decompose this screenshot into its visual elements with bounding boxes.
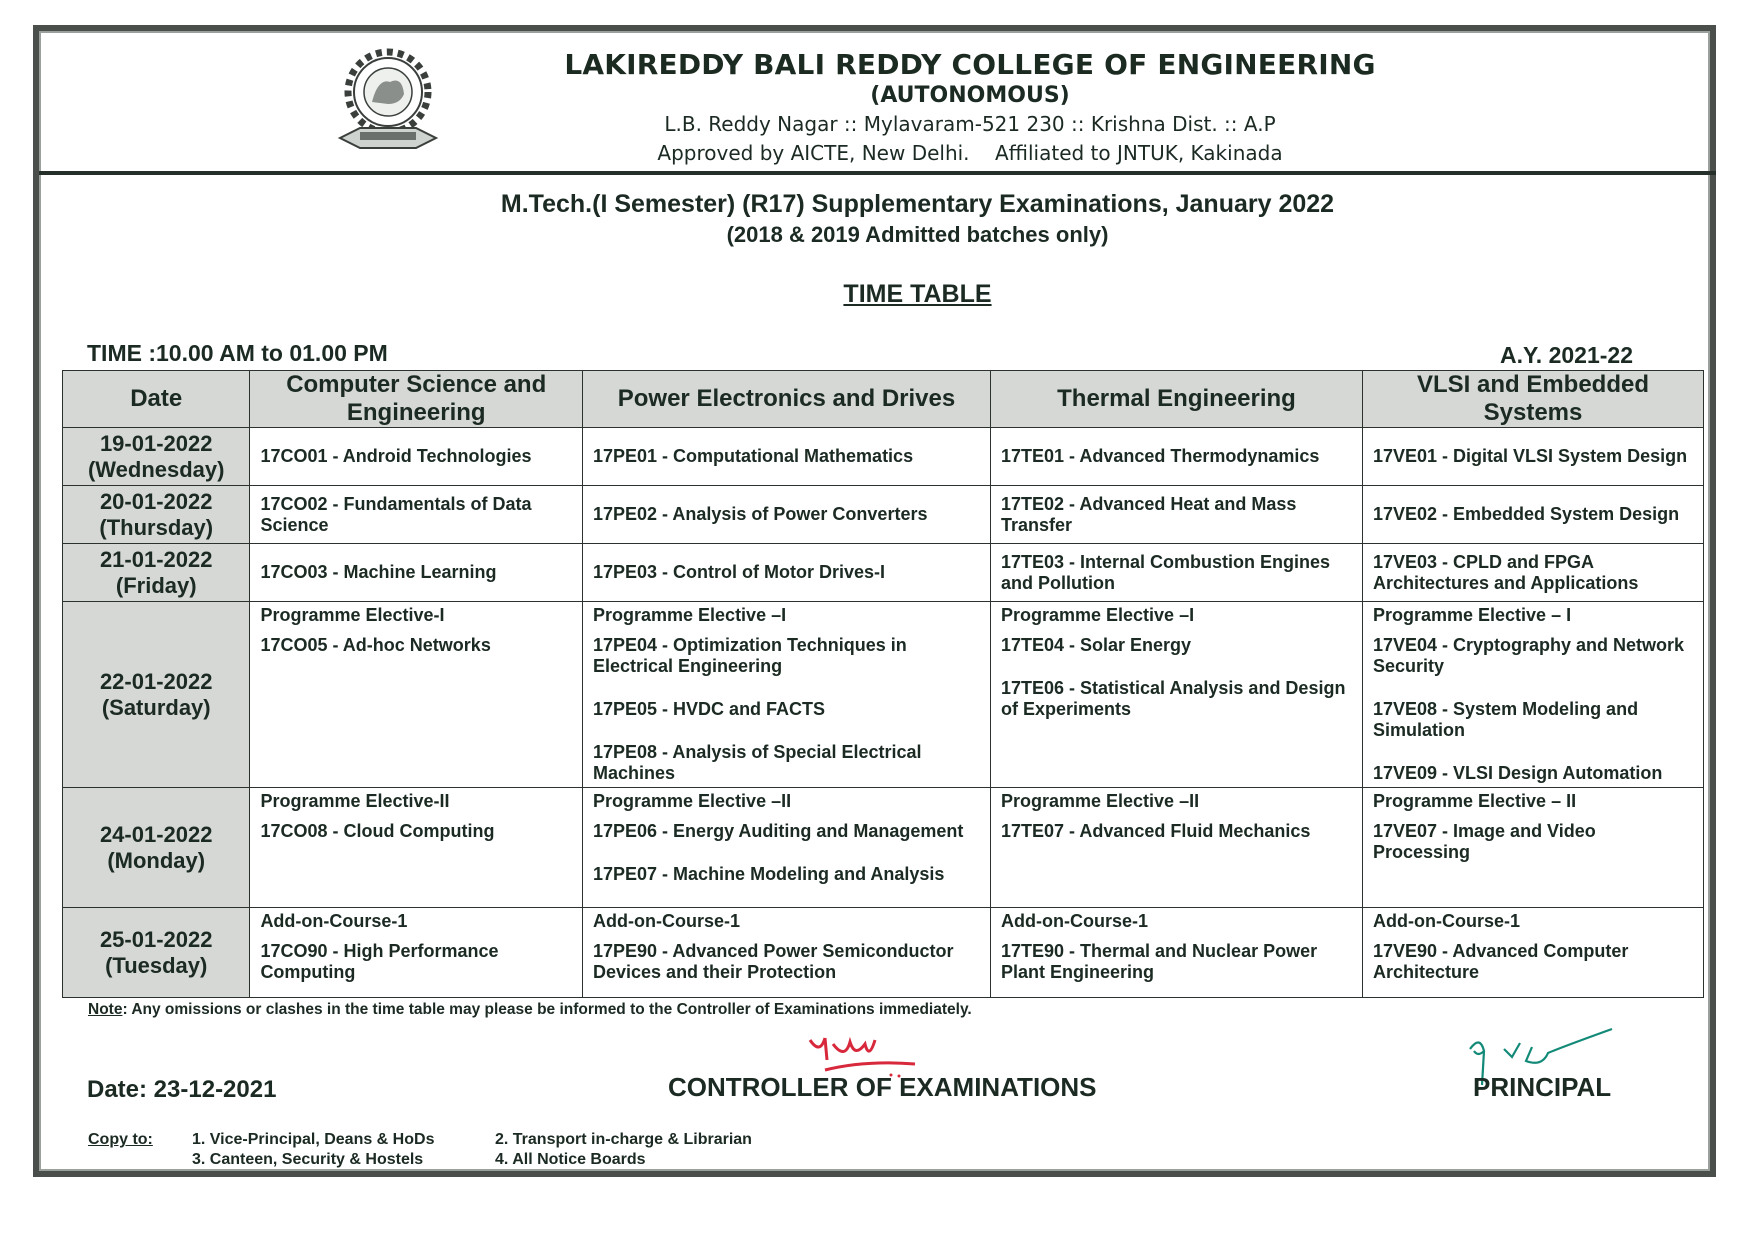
copy-to-item: 1. Vice-Principal, Deans & HoDs — [192, 1131, 435, 1148]
course-entry: 17TE04 - Solar Energy — [1000, 635, 1192, 655]
course-cell — [583, 788, 991, 908]
issue-date: Date: 23-12-2021 — [87, 1076, 277, 1103]
exam-title: M.Tech.(I Semester) (R17) Supplementary Examinations, January 2022 — [500, 190, 1335, 218]
course-entry: 17PE05 - HVDC and FACTS — [593, 699, 826, 719]
elective-group-label: Programme Elective –II — [1000, 791, 1200, 811]
elective-group-label: Programme Elective – I — [1372, 605, 1572, 625]
course-entry: 17VE01 - Digital VLSI System Design — [1372, 446, 1688, 466]
course-entry: 17TE02 - Advanced Heat and Mass Transfer — [1000, 493, 1297, 535]
course-entry: 17VE09 - VLSI Design Automation — [1372, 763, 1663, 783]
college-seal-icon — [330, 42, 446, 160]
course-cell — [250, 788, 583, 908]
course-entry: 17PE01 - Computational Mathematics — [593, 446, 914, 466]
course-cell — [583, 544, 991, 602]
course-cell — [250, 544, 583, 602]
course-cell — [583, 908, 991, 998]
course-entry: 17PE08 - Analysis of Special Electrical Machines — [593, 742, 922, 783]
header-cse: Computer Science and Engineering — [250, 371, 583, 428]
course-entry: 17CO90 - High Performance Computing — [260, 941, 499, 982]
elective-group-label: Programme Elective-II — [260, 791, 450, 811]
course-cell — [250, 486, 583, 544]
exam-day: (Thursday) — [99, 514, 214, 540]
college-status: (AUTONOMOUS) — [870, 83, 1070, 108]
exam-date: 20-01-2022 — [99, 488, 213, 514]
date-cell — [63, 428, 250, 486]
course-cell — [990, 428, 1362, 486]
exam-subtitle: (2018 & 2019 Admitted batches only) — [726, 222, 1109, 247]
course-entry: 17VE02 - Embedded System Design — [1372, 504, 1680, 524]
date-cell — [63, 544, 250, 602]
date-cell — [63, 788, 250, 908]
exam-date: 21-01-2022 — [99, 546, 213, 572]
exam-time: TIME :10.00 AM to 01.00 PM — [87, 340, 388, 366]
exam-day: (Friday) — [115, 572, 197, 598]
course-entry: 17PE04 - Optimization Techniques in Electrical Engineering — [593, 635, 907, 676]
course-entry: 17PE06 - Energy Auditing and Management — [593, 821, 964, 841]
table-row — [63, 908, 1704, 998]
course-entry: 17PE90 - Advanced Power Semiconductor Devices and their Protection — [593, 941, 954, 982]
copy-to-item: 2. Transport in-charge & Librarian — [495, 1131, 752, 1148]
table-row — [63, 428, 1704, 486]
table-row — [63, 544, 1704, 602]
elective-group-label: Add-on-Course-1 — [1372, 911, 1520, 931]
exam-day: (Monday) — [107, 847, 206, 873]
college-header — [470, 48, 1470, 166]
elective-group-label: Programme Elective – II — [1372, 791, 1577, 811]
elective-group-label: Programme Elective –I — [593, 605, 787, 625]
header-vlsi: VLSI and Embedded Systems — [1362, 371, 1703, 428]
course-cell — [990, 602, 1362, 788]
elective-group-label: Programme Elective –II — [593, 791, 792, 811]
course-entry: 17PE03 - Control of Motor Drives-I — [593, 562, 886, 582]
college-address: L.B. Reddy Nagar :: Mylavaram-521 230 :: Krishna Dist. :: A.P — [664, 112, 1276, 136]
course-cell — [990, 544, 1362, 602]
course-cell — [250, 428, 583, 486]
course-entry: 17CO01 - Android Technologies — [260, 446, 532, 466]
course-cell — [250, 908, 583, 998]
course-entry: 17TE06 - Statistical Analysis and Design of Experiments — [1000, 678, 1346, 719]
copy-to-label: Copy to: — [88, 1131, 153, 1148]
college-name: LAKIREDDY BALI REDDY COLLEGE OF ENGINEERING — [564, 48, 1376, 81]
course-entry: 17VE07 - Image and Video Processing — [1372, 821, 1596, 862]
exam-date: 25-01-2022 — [99, 926, 213, 952]
course-entry: 17VE90 - Advanced Computer Architecture — [1372, 941, 1629, 982]
course-entry: 17CO03 - Machine Learning — [260, 562, 497, 582]
controller-title: CONTROLLER OF EXAMINATIONS — [668, 1072, 1097, 1102]
table-header-row — [63, 371, 1704, 428]
course-cell — [990, 908, 1362, 998]
course-cell — [583, 486, 991, 544]
course-cell — [1362, 908, 1703, 998]
course-cell — [1362, 544, 1703, 602]
date-cell — [63, 908, 250, 998]
elective-group-label: Programme Elective-I — [260, 605, 445, 625]
date-cell — [63, 602, 250, 788]
note-label: Note — [88, 1001, 123, 1018]
course-cell — [583, 602, 991, 788]
exam-day: (Wednesday) — [87, 456, 225, 482]
course-entry: 17VE04 - Cryptography and Network Security — [1372, 635, 1685, 676]
exam-day: (Tuesday) — [105, 952, 208, 978]
course-entry: 17TE01 - Advanced Thermodynamics — [1000, 446, 1320, 466]
course-cell — [1362, 428, 1703, 486]
course-entry: 17TE03 - Internal Combustion Engines and Pollution — [1000, 551, 1331, 593]
exam-day: (Saturday) — [101, 694, 211, 720]
course-cell — [1362, 788, 1703, 908]
header-date: Date — [63, 371, 250, 428]
elective-group-label: Add-on-Course-1 — [593, 911, 740, 931]
course-cell — [990, 486, 1362, 544]
course-entry: 17TE07 - Advanced Fluid Mechanics — [1000, 821, 1311, 841]
copy-to-item: 3. Canteen, Security & Hostels — [192, 1151, 424, 1168]
note-text: : Any omissions or clashes in the time table may please be informed to the Controller of Examinations immediately. — [122, 1001, 972, 1018]
course-entry: 17PE07 - Machine Modeling and Analysis — [593, 864, 945, 884]
table-row — [63, 788, 1704, 908]
elective-group-label: Add-on-Course-1 — [1000, 911, 1148, 931]
header-ped: Power Electronics and Drives — [583, 371, 991, 428]
course-entry: 17VE03 - CPLD and FPGA Architectures and Applications — [1372, 551, 1639, 593]
exam-date: 19-01-2022 — [99, 430, 213, 456]
note — [88, 1001, 972, 1019]
course-cell — [990, 788, 1362, 908]
exam-date: 24-01-2022 — [99, 821, 213, 847]
course-entry: 17TE90 - Thermal and Nuclear Power Plant Engineering — [1000, 941, 1318, 982]
timetable — [62, 370, 1704, 998]
course-entry: 17CO05 - Ad-hoc Networks — [260, 635, 491, 655]
header-divider — [39, 171, 1716, 175]
course-entry: 17VE08 - System Modeling and Simulation — [1372, 699, 1639, 740]
course-entry: 17PE02 - Analysis of Power Converters — [593, 504, 928, 524]
elective-group-label: Add-on-Course-1 — [260, 911, 408, 931]
time-table-heading: TIME TABLE — [843, 280, 992, 308]
course-entry: 17CO02 - Fundamentals of Data Science — [260, 493, 532, 535]
course-cell — [1362, 486, 1703, 544]
exam-date: 22-01-2022 — [99, 668, 213, 694]
course-cell — [583, 428, 991, 486]
elective-group-label: Programme Elective –I — [1000, 605, 1195, 625]
academic-year: A.Y. 2021-22 — [1500, 342, 1633, 368]
course-cell — [250, 602, 583, 788]
course-cell — [1362, 602, 1703, 788]
principal-title: PRINCIPAL — [1473, 1072, 1612, 1102]
college-approval: Approved by AICTE, New Delhi. Affiliated to JNTUK, Kakinada — [657, 141, 1283, 165]
table-row — [63, 486, 1704, 544]
course-entry: 17CO08 - Cloud Computing — [260, 821, 495, 841]
table-row — [63, 602, 1704, 788]
header-thermal: Thermal Engineering — [990, 371, 1362, 428]
copy-to-item: 4. All Notice Boards — [495, 1151, 646, 1168]
date-cell — [63, 486, 250, 544]
